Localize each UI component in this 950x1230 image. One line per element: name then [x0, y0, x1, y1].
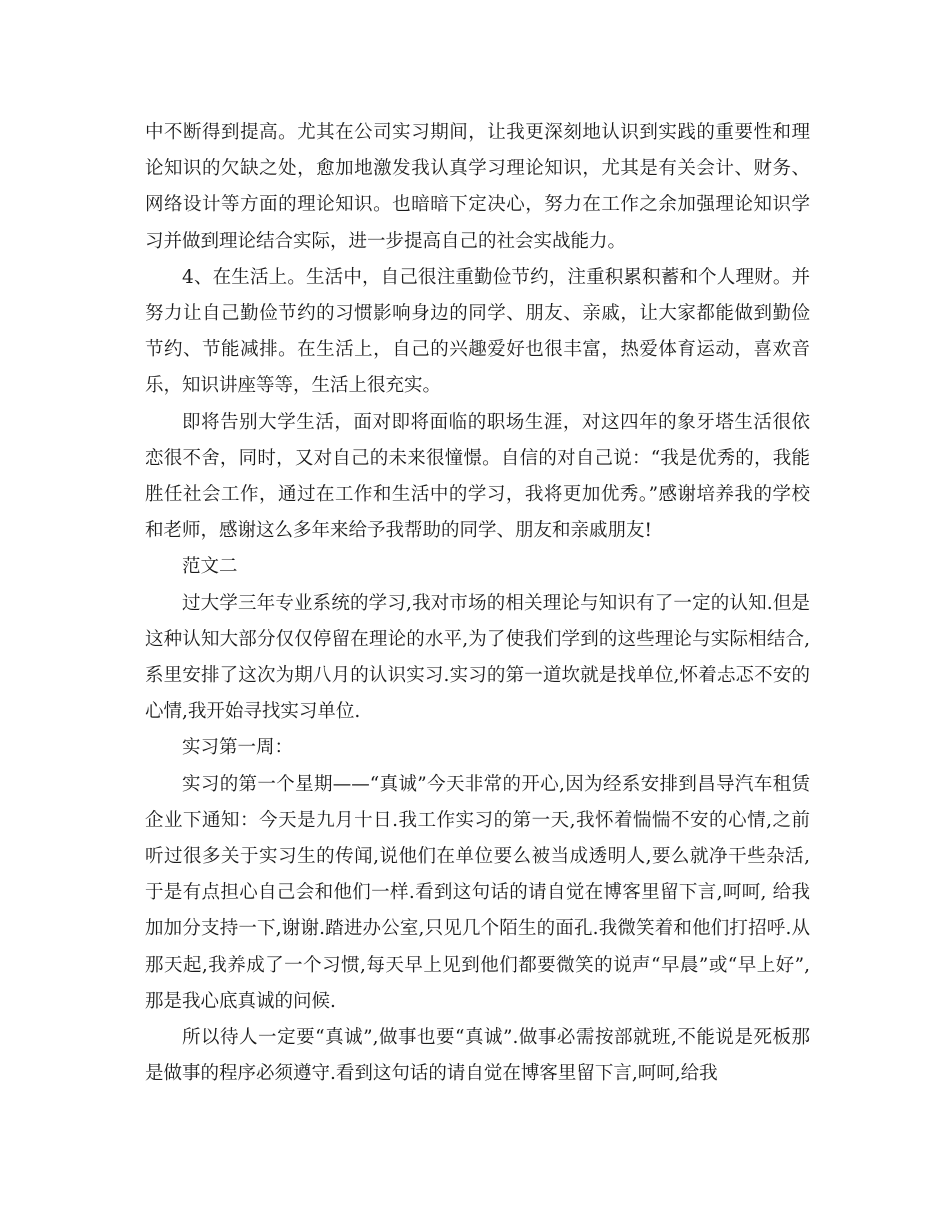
paragraph-week-one: 实习的第一个星期——“真诚”今天非常的开心,因为经系安排到昌导汽车租赁企业下通知：今天是九月十日.我工作实习的第一天,我怀着惴惴不安的心情,之前听过很多关于实习生的传闻,说他们在单位要么被当成透明人,要么就净干些杂活,于是有点担心自己会和他们一样.看到这句话的请自觉在博客里留下言,呵呵, 给我加加分支持一下,谢谢.踏进办公室,只见几个陌生的面孔.我微笑着和他们打招呼.从那天起,我养成了一个习惯,每天早上见到他们都要微笑的说声“早晨”或“早上好”,那是我心底真诚的问候. [145, 773, 810, 1012]
paragraph-life: 4、在生活上。生活中，自己很注重勤俭节约，注重积累积蓄和个人理财。并努力让自己勤俭节约的习惯影响身边的同学、朋友、亲戚，让大家都能做到勤俭节约、节能减排。在生活上，自己的兴趣爱好也很丰富，热爱体育运动，喜欢音乐，知识讲座等等，生活上很充实。 [145, 266, 810, 397]
paragraph-sincerity: 所以待人一定要“真诚”,做事也要“真诚”.做事必需按部就班,不能说是死板那是做事的程序必须遵守.看到这句话的请自觉在博客里留下言,呵呵,给我 [145, 1027, 810, 1085]
document-page [145, 115, 810, 1092]
paragraph-study-continued: 中不断得到提高。尤其在公司实习期间，让我更深刻地认识到实践的重要性和理论知识的欠缺之处，愈加地激发我认真学习理论知识，尤其是有关会计、财务、网络设计等方面的理论知识。也暗暗下定决心，努力在工作之余加强理论知识学习并做到理论结合实际，进一步提高自己的社会实战能力。 [145, 122, 810, 252]
paragraph-internship-intro: 过大学三年专业系统的学习,我对市场的相关理论与知识有了一定的认知.但是这种认知大部分仅仅停留在理论的水平,为了使我们学到的这些理论与实际相结合,系里安排了这次为期八月的认识实习.实习的第一道坎就是找单位,怀着忐忑不安的心情,我开始寻找实习单位. [145, 592, 810, 723]
section-heading-week-one: 实习第一周： [182, 737, 294, 759]
paragraph-farewell: 即将告别大学生活，面对即将面临的职场生涯，对这四年的象牙塔生活很依恋很不舍，同时，又对自己的未来很憧憬。自信的对自己说：“我是优秀的，我能胜任社会工作，通过在工作和生活中的学习，我将更加优秀。”感谢培养我的学校和老师，感谢这么多年来给予我帮助的同学、朋友和亲戚朋友! [145, 411, 810, 542]
section-heading-sample-two: 范文二 [182, 556, 238, 578]
